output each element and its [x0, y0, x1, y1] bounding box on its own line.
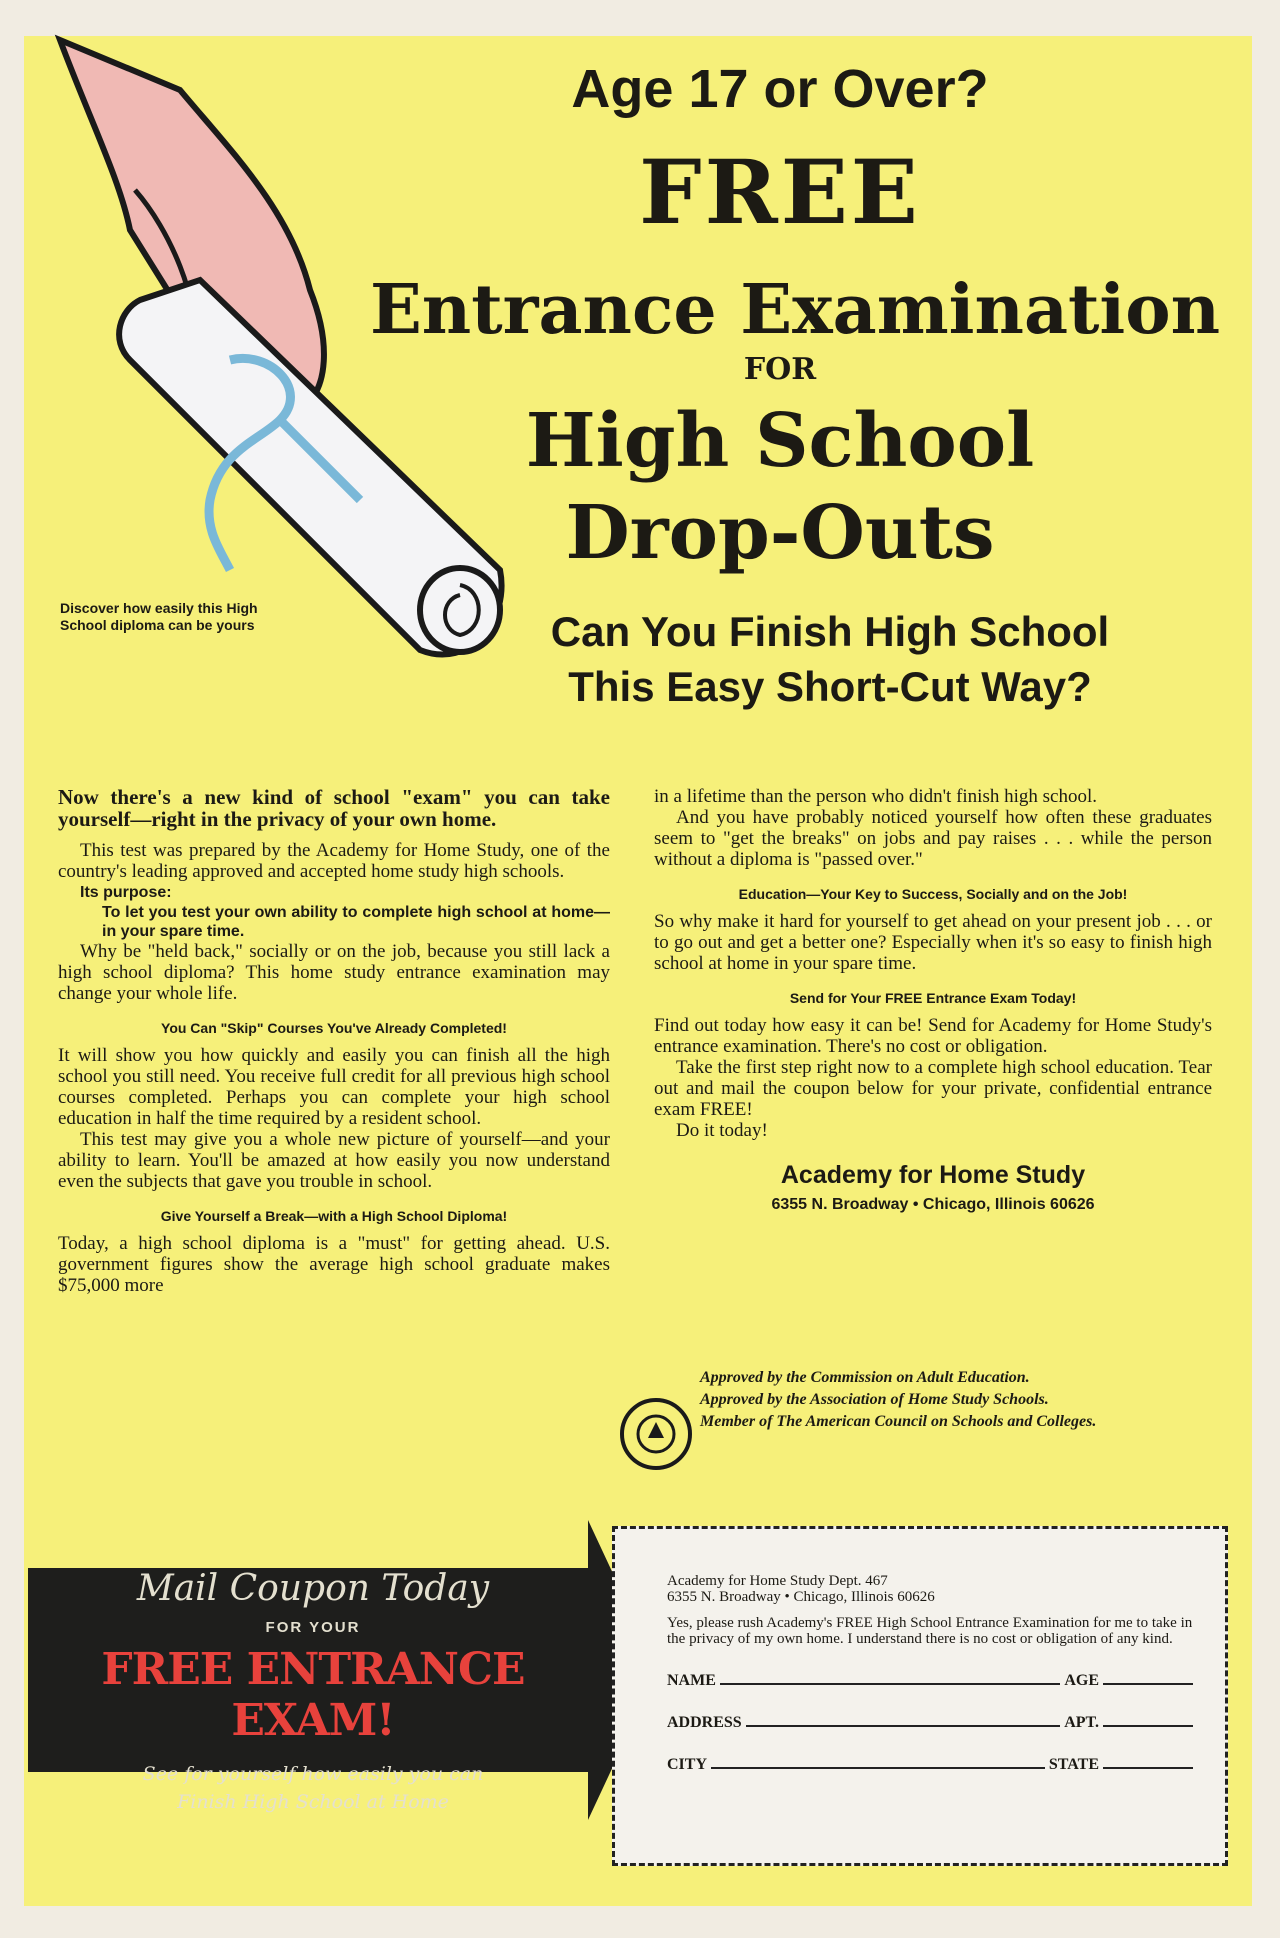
organization-address: 6355 N. Broadway • Chicago, Illinois 60626 [771, 1196, 1095, 1213]
paragraph: So why make it hard for yourself to get ahead on your present job . . . or to go out and get a better one? Especially when it's so easy to finish high school at home in your spare time. [654, 911, 1212, 974]
purpose-heading: Its purpose: [80, 884, 172, 901]
age-label: AGE [1064, 1672, 1099, 1689]
name-field[interactable] [720, 1683, 1060, 1685]
headline-entrance-examination: Entrance Examination [369, 270, 1221, 350]
banner-mail-coupon: Mail Coupon Today [136, 1568, 490, 1609]
mail-coupon-form[interactable] [612, 1526, 1228, 1866]
coupon-body: Yes, please rush Academy's FREE High School Entrance Examination for me to take in the privacy of my own home. I understand there is no cost or obligation of any kind. [667, 1615, 1193, 1647]
purpose-text: To let you test your own ability to complete high school at home—in your spare time. [102, 904, 610, 940]
headline-high-school: High School [525, 398, 1035, 484]
paragraph: Today, a high school diploma is a "must" for getting ahead. U.S. government figures show the average high school graduate makes $75,000 more [58, 1233, 610, 1296]
paragraph: And you have probably noticed yourself how often these graduates seem to "get the breaks" on jobs and pay raises . . . while the person without a diploma is "passed over." [654, 807, 1212, 870]
coupon-row-city-state [667, 1757, 1197, 1773]
section-subheading: You Can "Skip" Courses You've Already Completed! [161, 1020, 507, 1036]
apt-field[interactable] [1103, 1725, 1193, 1727]
city-field[interactable] [711, 1767, 1045, 1769]
lead-paragraph: Now there's a new kind of school "exam" you can take yourself—right in the privacy of your own home. [58, 785, 610, 831]
apt-label: APT. [1064, 1714, 1099, 1731]
address-field[interactable] [746, 1725, 1061, 1727]
coupon-header-line2: 6355 N. Broadway • Chicago, Illinois 60626 [667, 1589, 935, 1605]
approval-item: Approved by the Commission on Adult Education. [700, 1369, 1030, 1386]
name-label: NAME [667, 1672, 716, 1689]
paragraph: Take the first step right now to a complete high school education. Tear out and mail the coupon below for your private, confidential entrance exam FREE! [654, 1057, 1212, 1120]
coupon-row-address-apt [667, 1715, 1197, 1731]
paragraph: Why be "held back," socially or on the job, because you still lack a high school diploma? This home study entrance examination may change your whole life. [58, 941, 610, 1004]
paragraph: Do it today! [676, 1120, 768, 1141]
headline-age: Age 17 or Over? [571, 59, 989, 119]
coupon-row-name-age [667, 1673, 1197, 1689]
address-label: ADDRESS [667, 1714, 742, 1731]
council-seal-icon [618, 1396, 694, 1472]
headline-for: FOR [743, 352, 817, 387]
paragraph: Find out today how easy it can be! Send for Academy for Home Study's entrance examination. There's no cost or obligation. [654, 1015, 1212, 1057]
banner-see-yourself [28, 1760, 598, 1816]
headline-free: FREE [639, 140, 921, 244]
paragraph: It will show you how quickly and easily you can finish all the high school you still need. You receive full credit for all previous high school courses completed. Perhaps you can complete your high school education in half the time required by a resident school. [58, 1045, 610, 1129]
coupon-header-line1: Academy for Home Study Dept. 467 [667, 1573, 888, 1589]
paragraph: This test may give you a whole new picture of yourself—and your ability to learn. You'll be amazed at how easily you now understand even the subjects that gave you trouble in school. [58, 1129, 610, 1192]
section-subheading: Give Yourself a Break—with a High School Diploma! [160, 1208, 508, 1224]
state-label: STATE [1048, 1756, 1099, 1773]
approvals-list [700, 1368, 1120, 1434]
paragraph: in a lifetime than the person who didn't finish high school. [654, 786, 1097, 807]
banner-text [28, 1568, 598, 1816]
headline-drop-outs: Drop-Outs [565, 490, 995, 576]
section-subheading: Send for Your FREE Entrance Exam Today! [789, 990, 1077, 1006]
banner-free-exam: FREE ENTRANCE EXAM! [101, 1644, 525, 1746]
city-label: CITY [667, 1756, 708, 1773]
illustration-caption: Discover how easily this High School diploma can be yours [60, 600, 258, 633]
age-field[interactable] [1103, 1683, 1193, 1685]
subheadline-question-1: Can You Finish High School [550, 608, 1110, 655]
approval-item: Approved by the Association of Home Study Schools. [700, 1391, 1049, 1408]
banner-for-your: FOR YOUR [265, 1619, 361, 1636]
subheadline-question-2: This Easy Short-Cut Way? [568, 663, 1092, 710]
organization-name: Academy for Home Study [780, 1161, 1086, 1189]
approval-item: Member of The American Council on Schools and Colleges. [700, 1413, 1097, 1430]
banner-line: See for yourself how easily you can [142, 1763, 484, 1785]
banner-line: Finish High School at Home [177, 1791, 449, 1813]
state-field[interactable] [1103, 1767, 1193, 1769]
body-column-right [654, 786, 1212, 1215]
section-subheading: Education—Your Key to Success, Socially and on the Job! [738, 886, 1128, 902]
body-column-left [58, 786, 610, 1296]
paragraph: This test was prepared by the Academy for Home Study, one of the country's leading approved and accepted home study high schools. [58, 840, 610, 882]
